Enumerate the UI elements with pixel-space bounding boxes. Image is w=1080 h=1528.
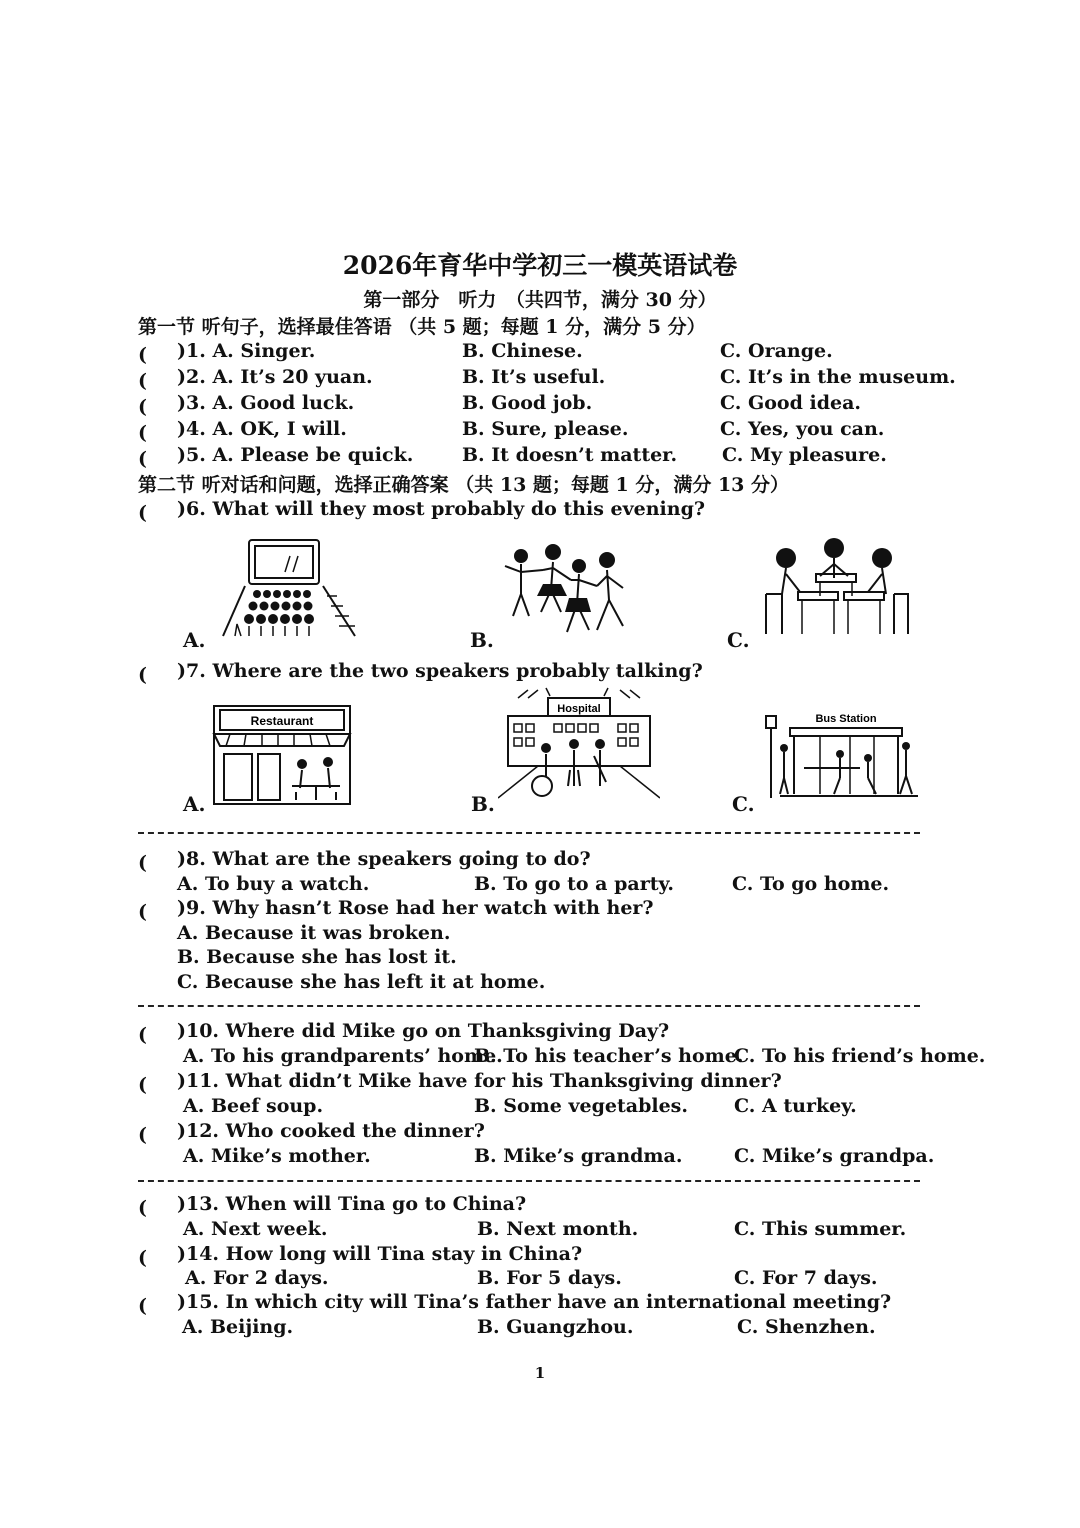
- question-option-c: C. Because she has left it at home.: [177, 971, 546, 993]
- option-label: C.: [732, 792, 755, 816]
- question-option-a: A. Because it was broken.: [177, 922, 451, 944]
- section2-heading: 第二节 听对话和问题，选择正确答案 （共 13 题；每题 1 分，满分 13 分）: [138, 474, 790, 496]
- question-option-b: B. Chinese.: [462, 340, 583, 362]
- restaurant-sign: Restaurant: [250, 714, 314, 728]
- question-option-a: A. To his grandparents’ home.: [183, 1045, 503, 1067]
- question-option-a: )3. A. Good luck.: [177, 392, 355, 414]
- option-label: A.: [183, 628, 206, 652]
- question-option-a: )2. A. It’s 20 yuan.: [177, 366, 373, 388]
- question-option-a: )4. A. OK, I will.: [177, 418, 347, 440]
- question-option-b: B. Some vegetables.: [474, 1095, 688, 1117]
- answer-blank[interactable]: (: [138, 901, 185, 923]
- hospital-icon: [498, 686, 660, 802]
- answer-blank[interactable]: (: [138, 344, 185, 366]
- question-option-a: A. Beijing.: [182, 1316, 294, 1338]
- question-stem: )8. What are the speakers going to do?: [177, 848, 591, 870]
- page-number: 1: [534, 1364, 546, 1382]
- answer-blank[interactable]: (: [138, 1247, 185, 1269]
- question-option-a: )5. A. Please be quick.: [177, 444, 414, 466]
- question-option-b: B. Sure, please.: [462, 418, 629, 440]
- question-option-c: C. To go home.: [732, 873, 890, 895]
- question-option-a: A. Mike’s mother.: [183, 1145, 371, 1167]
- restaurant-icon: [210, 702, 355, 808]
- answer-blank[interactable]: (: [138, 1024, 185, 1046]
- section-divider: [138, 832, 920, 834]
- option-label: A.: [183, 792, 206, 816]
- question-option-b: B. Next month.: [477, 1218, 639, 1240]
- answer-blank[interactable]: (: [138, 502, 185, 524]
- question-option-a: A. To buy a watch.: [177, 873, 370, 895]
- question-option-b: B. Good job.: [462, 392, 593, 414]
- answer-blank[interactable]: (: [138, 1074, 185, 1096]
- question-stem: )14. How long will Tina stay in China?: [177, 1243, 583, 1265]
- answer-blank[interactable]: (: [138, 448, 185, 470]
- answer-blank[interactable]: (: [138, 1295, 185, 1317]
- question-option-a: A. Beef soup.: [183, 1095, 324, 1117]
- question-option-c: C. Good idea.: [720, 392, 862, 414]
- question-stem: )9. Why hasn’t Rose had her watch with her?: [177, 897, 654, 919]
- question-option-a: )1. A. Singer.: [177, 340, 316, 362]
- question-option-c: C. It’s in the museum.: [720, 366, 956, 388]
- option-label: B.: [470, 628, 494, 652]
- section-divider: [138, 1005, 920, 1007]
- bus-station-sign: Bus Station: [815, 713, 877, 725]
- answer-blank[interactable]: (: [138, 1124, 185, 1146]
- section-divider: [138, 1180, 920, 1182]
- students-studying-icon: [758, 536, 918, 642]
- question-option-b: B. For 5 days.: [477, 1267, 622, 1289]
- bus-station-icon: [760, 708, 920, 804]
- question-option-a: A. Next week.: [183, 1218, 328, 1240]
- question-option-c: C. This summer.: [734, 1218, 907, 1240]
- question-option-c: C. Orange.: [720, 340, 833, 362]
- question-option-c: C. Yes, you can.: [720, 418, 885, 440]
- option-label: B.: [471, 792, 495, 816]
- question-stem: )6. What will they most probably do this evening?: [177, 498, 706, 520]
- hospital-sign: Hospital: [557, 703, 601, 715]
- question-stem: )12. Who cooked the dinner?: [177, 1120, 485, 1142]
- page-title: 2026年育华中学初三一模英语试卷: [342, 251, 738, 280]
- question-option-b: B. To go to a party.: [474, 873, 674, 895]
- question-option-c: C. For 7 days.: [734, 1267, 878, 1289]
- part-title: 第一部分 听力 （共四节，满分 30 分）: [363, 289, 717, 311]
- question-option-b: B. Mike’s grandma.: [474, 1145, 683, 1167]
- answer-blank[interactable]: (: [138, 664, 185, 686]
- answer-blank[interactable]: (: [138, 422, 185, 444]
- question-stem: )13. When will Tina go to China?: [177, 1193, 527, 1215]
- question-option-b: B. Because she has lost it.: [177, 946, 457, 968]
- question-option-c: C. To his friend’s home.: [734, 1045, 986, 1067]
- section1-heading: 第一节 听句子，选择最佳答语 （共 5 题；每题 1 分，满分 5 分）: [138, 316, 706, 338]
- question-option-b: B. It doesn’t matter.: [462, 444, 678, 466]
- question-option-b: B. It’s useful.: [462, 366, 606, 388]
- answer-blank[interactable]: (: [138, 1197, 185, 1219]
- option-label: C.: [727, 628, 750, 652]
- question-option-b: B. To his teacher’s home.: [474, 1045, 744, 1067]
- answer-blank[interactable]: (: [138, 370, 185, 392]
- cinema-audience-icon: [215, 536, 365, 642]
- question-stem: )11. What didn’t Mike have for his Thanksgiving dinner?: [177, 1070, 782, 1092]
- answer-blank[interactable]: (: [138, 396, 185, 418]
- question-option-c: C. Shenzhen.: [737, 1316, 876, 1338]
- children-dancing-icon: [497, 540, 637, 642]
- question-stem: )7. Where are the two speakers probably talking?: [177, 660, 703, 682]
- question-option-c: C. A turkey.: [734, 1095, 857, 1117]
- question-stem: )15. In which city will Tina’s father have an international meeting?: [177, 1291, 892, 1313]
- question-stem: )10. Where did Mike go on Thanksgiving Day?: [177, 1020, 670, 1042]
- question-option-c: C. Mike’s grandpa.: [734, 1145, 935, 1167]
- answer-blank[interactable]: (: [138, 852, 185, 874]
- question-option-c: C. My pleasure.: [722, 444, 887, 466]
- question-option-b: B. Guangzhou.: [477, 1316, 634, 1338]
- question-option-a: A. For 2 days.: [185, 1267, 329, 1289]
